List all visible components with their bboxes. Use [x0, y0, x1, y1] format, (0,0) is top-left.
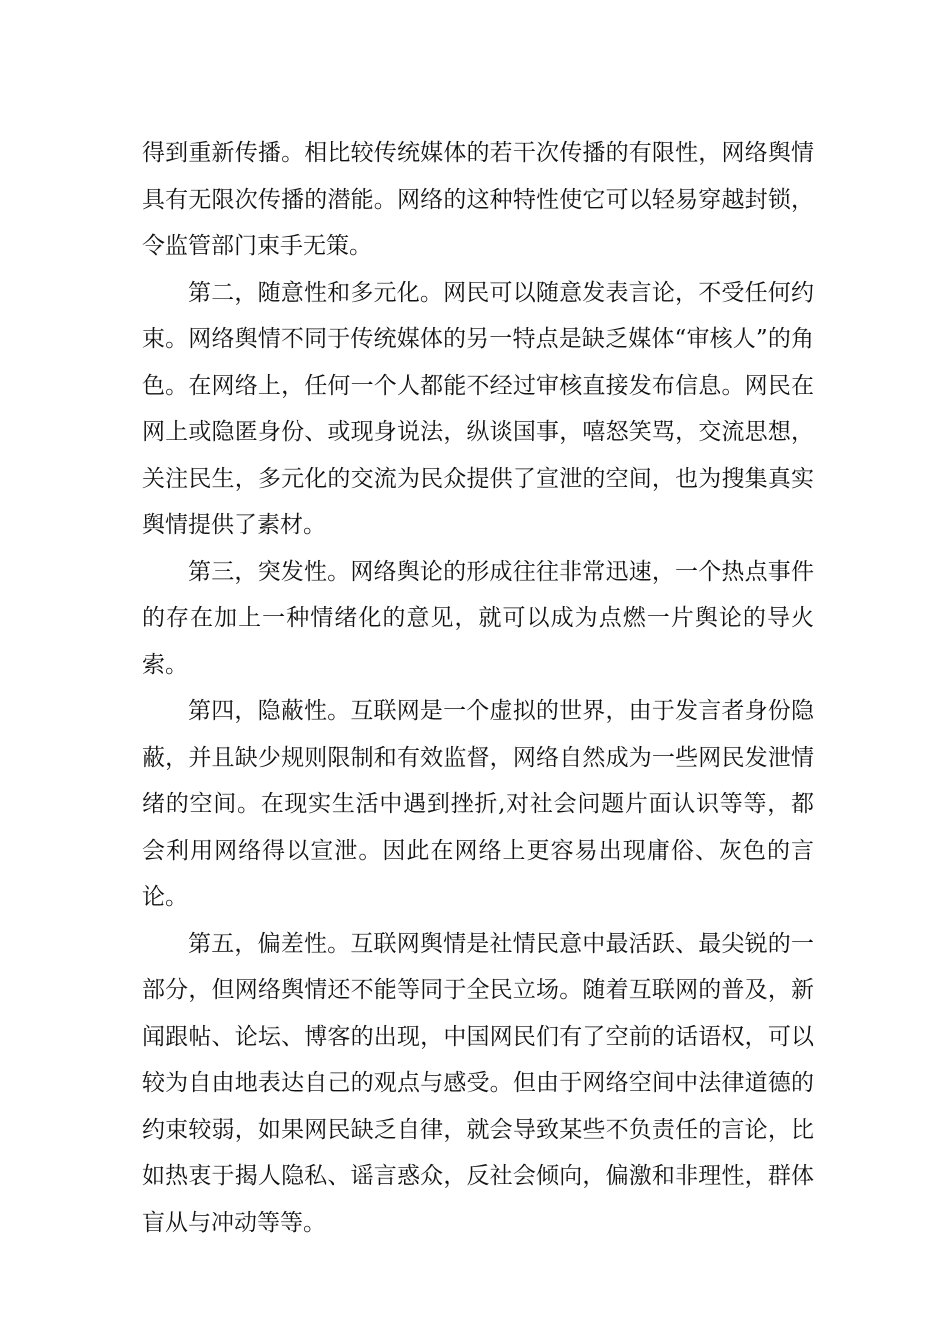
paragraph-continuation: 得到重新传播。相比较传统媒体的若干次传播的有限性，网络舆情具有无限次传播的潜能。网络的这种特性使它可以轻易穿越封锁，令监管部门束手无策。: [142, 140, 814, 259]
paragraph-fourth-trait: 第四，隐蔽性。互联网是一个虚拟的世界，由于发言者身份隐蔽，并且缺少规则限制和有效监督，网络自然成为一些网民发泄情绪的空间。在现实生活中遇到挫折,对社会问题片面认识等等，都会利用网络得以宣泄。因此在网络上更容易出现庸俗、灰色的言论。: [142, 698, 814, 910]
paragraph-third-trait: 第三，突发性。网络舆论的形成往往非常迅速，一个热点事件的存在加上一种情绪化的意见，就可以成为点燃一片舆论的导火索。: [142, 558, 814, 678]
paragraph-second-trait: 第二，随意性和多元化。网民可以随意发表言论，不受任何约束。网络舆情不同于传统媒体的另一特点是缺乏媒体“审核人”的角色。在网络上，任何一个人都能不经过审核直接发布信息。网民在网上或隐匿身份、或现身说法，纵谈国事，嘻怒笑骂，交流思想，关注民生，多元化的交流为民众提供了宣泄的空间，也为搜集真实舆情提供了素材。: [142, 279, 814, 538]
paragraph-fifth-trait: 第五，偏差性。互联网舆情是社情民意中最活跃、最尖锐的一部分，但网络舆情还不能等同于全民立场。随着互联网的普及，新闻跟帖、论坛、博客的出现，中国网民们有了空前的话语权，可以较为自由地表达自己的观点与感受。但由于网络空间中法律道德的约束较弱，如果网民缺乏自律，就会导致某些不负责任的言论，比如热衷于揭人隐私、谣言惑众，反社会倾向，偏激和非理性，群体盲从与冲动等等。: [142, 930, 814, 1236]
document-body: [142, 130, 814, 1246]
